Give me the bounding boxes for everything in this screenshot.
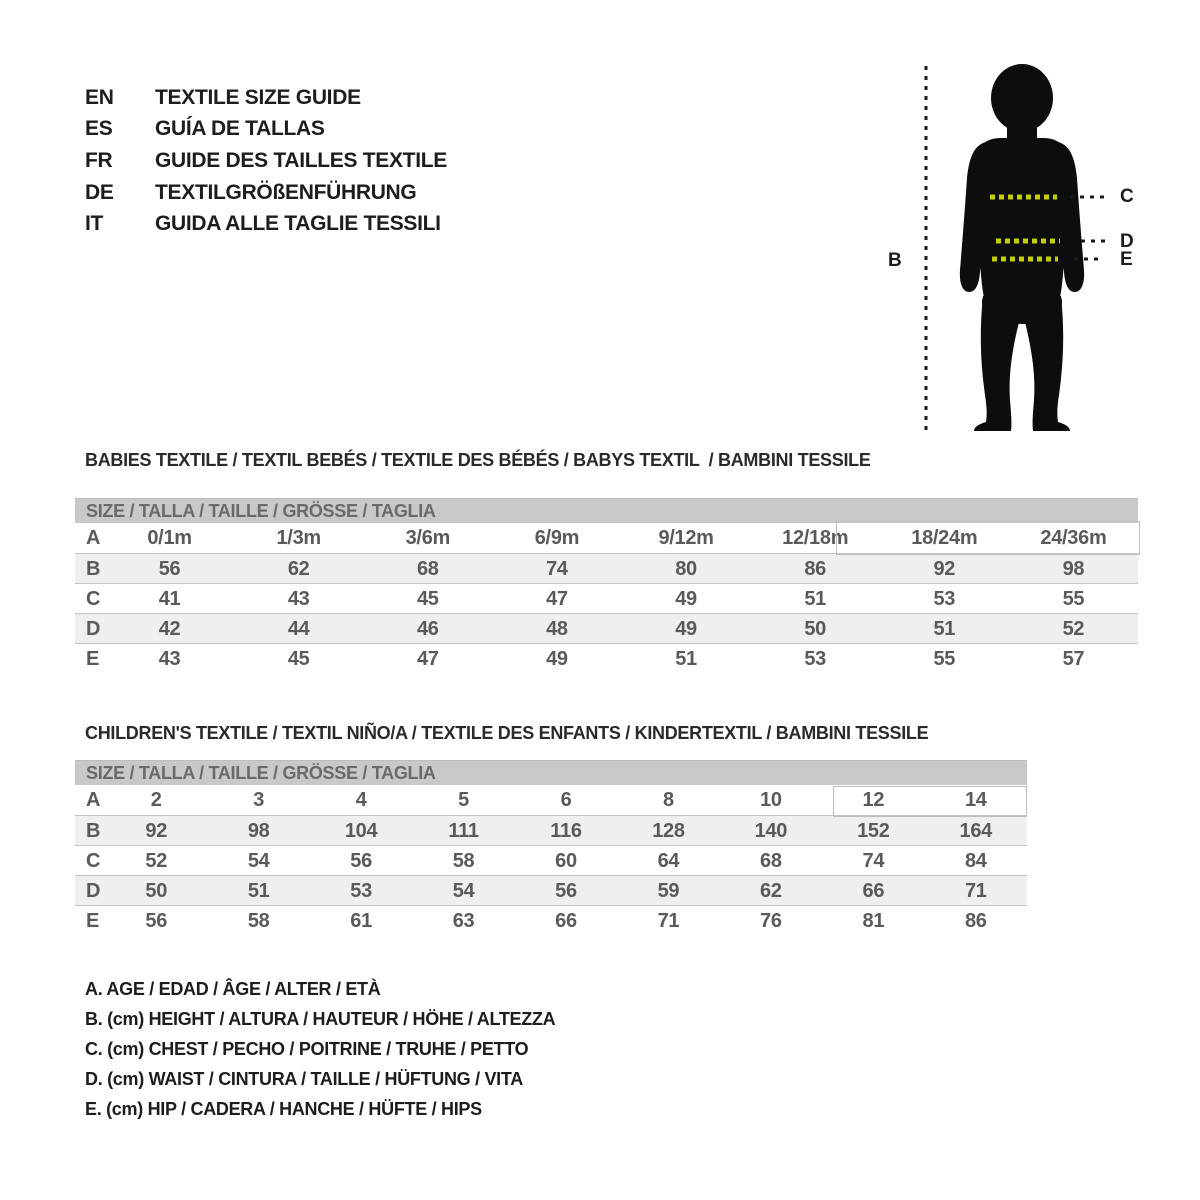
children-section-heading: CHILDREN'S TEXTILE / TEXTIL NIÑO/A / TEXTILE DES ENFANTS / KINDERTEXTIL / BAMBINI TESSILE [85, 723, 929, 743]
babies-highlighted-sizes-box [836, 521, 1140, 555]
babies-table-cell: 47 [546, 588, 568, 610]
children-row-label: C [86, 850, 101, 872]
babies-table-cell: 43 [287, 588, 310, 610]
babies-table-cell: 53 [804, 648, 827, 670]
babies-table-cell: 44 [287, 618, 310, 640]
children-size-header-bar: SIZE / TALLA / TAILLE / GRÖSSE / TAGLIA [75, 760, 1027, 785]
children-table-cell: 8 [663, 789, 674, 811]
lang-row-fr [85, 145, 447, 177]
lang-code: FR [85, 148, 113, 172]
legend-line-chest: C. (cm) CHEST / PECHO / POITRINE / TRUHE / PETTO [85, 1039, 529, 1059]
babies-table-row-E [75, 643, 1138, 673]
babies-table-cell: 49 [675, 588, 697, 610]
children-table-cell: 58 [247, 910, 270, 932]
babies-table-cell: 45 [416, 588, 439, 610]
babies-table-cell: 55 [1062, 588, 1085, 610]
babies-table-cell: 51 [675, 648, 697, 670]
lang-row-es [85, 114, 447, 146]
children-table-cell: 140 [754, 820, 788, 842]
lang-label: TEXTILE SIZE GUIDE [155, 85, 361, 109]
children-table-cell: 111 [448, 820, 479, 842]
children-table-cell: 66 [862, 880, 885, 902]
children-table-cell: 51 [247, 880, 270, 902]
children-table-cell: 54 [247, 850, 270, 872]
children-table-cell: 52 [145, 850, 168, 872]
children-table-cell: 81 [862, 910, 885, 932]
children-highlighted-sizes-box [833, 786, 1027, 817]
babies-table-cell: 98 [1062, 558, 1085, 580]
babies-table-cell: 24/36m [1040, 527, 1107, 549]
babies-table-cell: 49 [675, 618, 697, 640]
children-table-cell: 12 [862, 789, 885, 811]
children-table-row-C [75, 845, 1027, 875]
children-table-cell: 84 [964, 850, 987, 872]
babies-table-cell: 6/9m [534, 527, 580, 549]
babies-table-cell: 18/24m [911, 527, 978, 549]
children-table-cell: 68 [760, 850, 782, 872]
legend-line-hip: E. (cm) HIP / CADERA / HANCHE / HÜFTE / HIPS [85, 1099, 482, 1119]
chest-label-c: C [1120, 186, 1134, 207]
children-table-cell: 50 [145, 880, 168, 902]
children-table-cell: 53 [350, 880, 372, 902]
child-silhouette-illustration [880, 50, 1150, 450]
children-table-cell: 56 [145, 910, 168, 932]
babies-size-header-bar: SIZE / TALLA / TAILLE / GRÖSSE / TAGLIA [75, 498, 1138, 523]
children-table-cell: 61 [350, 910, 372, 932]
lang-code: DE [85, 180, 114, 204]
babies-table-cell: 3/6m [405, 527, 450, 549]
children-table-cell: 63 [452, 910, 475, 932]
babies-table-cell: 41 [158, 588, 181, 610]
babies-table-cell: 43 [158, 648, 181, 670]
children-table-cell: 74 [862, 850, 885, 872]
lang-code: ES [85, 117, 113, 141]
children-table-cell: 104 [344, 820, 378, 842]
children-table-cell: 10 [760, 789, 782, 811]
hip-label-e: E [1120, 249, 1133, 270]
lang-row-en [85, 82, 447, 114]
children-table-cell: 116 [550, 820, 582, 842]
children-table-cell: 71 [657, 910, 680, 932]
children-table-cell: 66 [555, 910, 577, 932]
babies-section-heading: BABIES TEXTILE / TEXTIL BEBÉS / TEXTILE DES BÉBÉS / BABYS TEXTIL / BAMBINI TESSILE [85, 450, 871, 470]
babies-table-cell: 53 [933, 588, 956, 610]
lang-code: IT [85, 212, 104, 236]
children-table-cell: 2 [150, 789, 162, 811]
babies-table-cell: 62 [287, 558, 310, 580]
children-table-cell: 56 [555, 880, 577, 902]
babies-table-cell: 57 [1062, 648, 1085, 670]
children-table-cell: 58 [452, 850, 475, 872]
children-table-cell: 3 [253, 789, 265, 811]
children-table-cell: 6 [560, 789, 572, 811]
babies-table-cell: 51 [933, 618, 956, 640]
children-table-row-D [75, 875, 1027, 905]
babies-table-cell: 42 [158, 618, 181, 640]
children-table-cell: 60 [555, 850, 577, 872]
children-table-cell: 64 [657, 850, 680, 872]
lang-row-de [85, 177, 447, 209]
children-table-cell: 71 [964, 880, 987, 902]
babies-table-cell: 68 [416, 558, 439, 580]
children-table-cell: 59 [657, 880, 680, 902]
babies-table-cell: 80 [675, 558, 697, 580]
babies-table-row-D [75, 613, 1138, 643]
children-table-cell: 4 [355, 789, 367, 811]
babies-table-cell: 9/12m [658, 527, 714, 549]
height-label-b: B [888, 250, 902, 271]
babies-table-row-B [75, 553, 1138, 583]
babies-table-cell: 12/18m [782, 527, 849, 549]
babies-table-cell: 51 [804, 588, 827, 610]
legend-line-waist: D. (cm) WAIST / CINTURA / TAILLE / HÜFTUNG / VITA [85, 1069, 523, 1089]
babies-row-label: A [86, 527, 101, 549]
babies-table-cell: 0/1m [147, 527, 192, 549]
babies-table-row-C [75, 583, 1138, 613]
child-measurement-figure [880, 50, 1150, 450]
babies-table-cell: 47 [416, 648, 439, 670]
lang-code: EN [85, 85, 114, 109]
children-table-cell: 128 [652, 820, 685, 842]
children-table-cell: 76 [760, 910, 782, 932]
lang-label: TEXTILGRÖßENFÜHRUNG [155, 180, 417, 204]
children-table-cell: 62 [760, 880, 782, 902]
children-table-row-B [75, 815, 1027, 845]
children-table-cell: 5 [458, 789, 469, 811]
babies-table-cell: 46 [416, 618, 439, 640]
children-table-cell: 164 [959, 820, 992, 842]
babies-table-cell: 49 [546, 648, 568, 670]
measurement-legend [85, 974, 555, 1124]
children-table-row-E [75, 905, 1027, 935]
babies-table-cell: 92 [933, 558, 956, 580]
children-table-cell: 98 [247, 820, 270, 842]
language-title-block [85, 82, 447, 240]
children-table-cell: 92 [145, 820, 168, 842]
babies-table-cell: 1/3m [276, 527, 321, 549]
babies-table-cell: 52 [1062, 618, 1085, 640]
children-row-label: B [86, 820, 101, 842]
babies-table-cell: 74 [546, 558, 568, 580]
babies-row-label: D [86, 618, 101, 640]
waist-label-d: D [1120, 231, 1134, 252]
lang-row-it [85, 208, 447, 240]
babies-row-label: C [86, 588, 101, 610]
babies-row-label: B [86, 558, 101, 580]
children-table-cell: 54 [452, 880, 475, 902]
lang-label: GUIDE DES TAILLES TEXTILE [155, 148, 447, 172]
lang-label: GUIDA ALLE TAGLIE TESSILI [155, 212, 441, 236]
children-table-cell: 86 [964, 910, 987, 932]
children-table-cell: 152 [857, 820, 890, 842]
babies-table-cell: 45 [287, 648, 310, 670]
children-table-cell: 56 [350, 850, 372, 872]
babies-table-cell: 48 [546, 618, 568, 640]
children-row-label: A [86, 789, 101, 811]
babies-table-cell: 86 [804, 558, 827, 580]
babies-table-cell: 55 [933, 648, 956, 670]
legend-line-age: A. AGE / EDAD / ÂGE / ALTER / ETÀ [85, 979, 381, 999]
babies-table-cell: 50 [804, 618, 827, 640]
children-row-label: D [86, 880, 101, 902]
children-row-label: E [86, 910, 100, 932]
legend-line-height: B. (cm) HEIGHT / ALTURA / HAUTEUR / HÖHE / ALTEZZA [85, 1009, 556, 1029]
babies-table-cell: 56 [158, 558, 181, 580]
lang-label: GUÍA DE TALLAS [155, 117, 325, 141]
children-table-cell: 14 [964, 789, 987, 811]
babies-row-label: E [86, 648, 100, 670]
